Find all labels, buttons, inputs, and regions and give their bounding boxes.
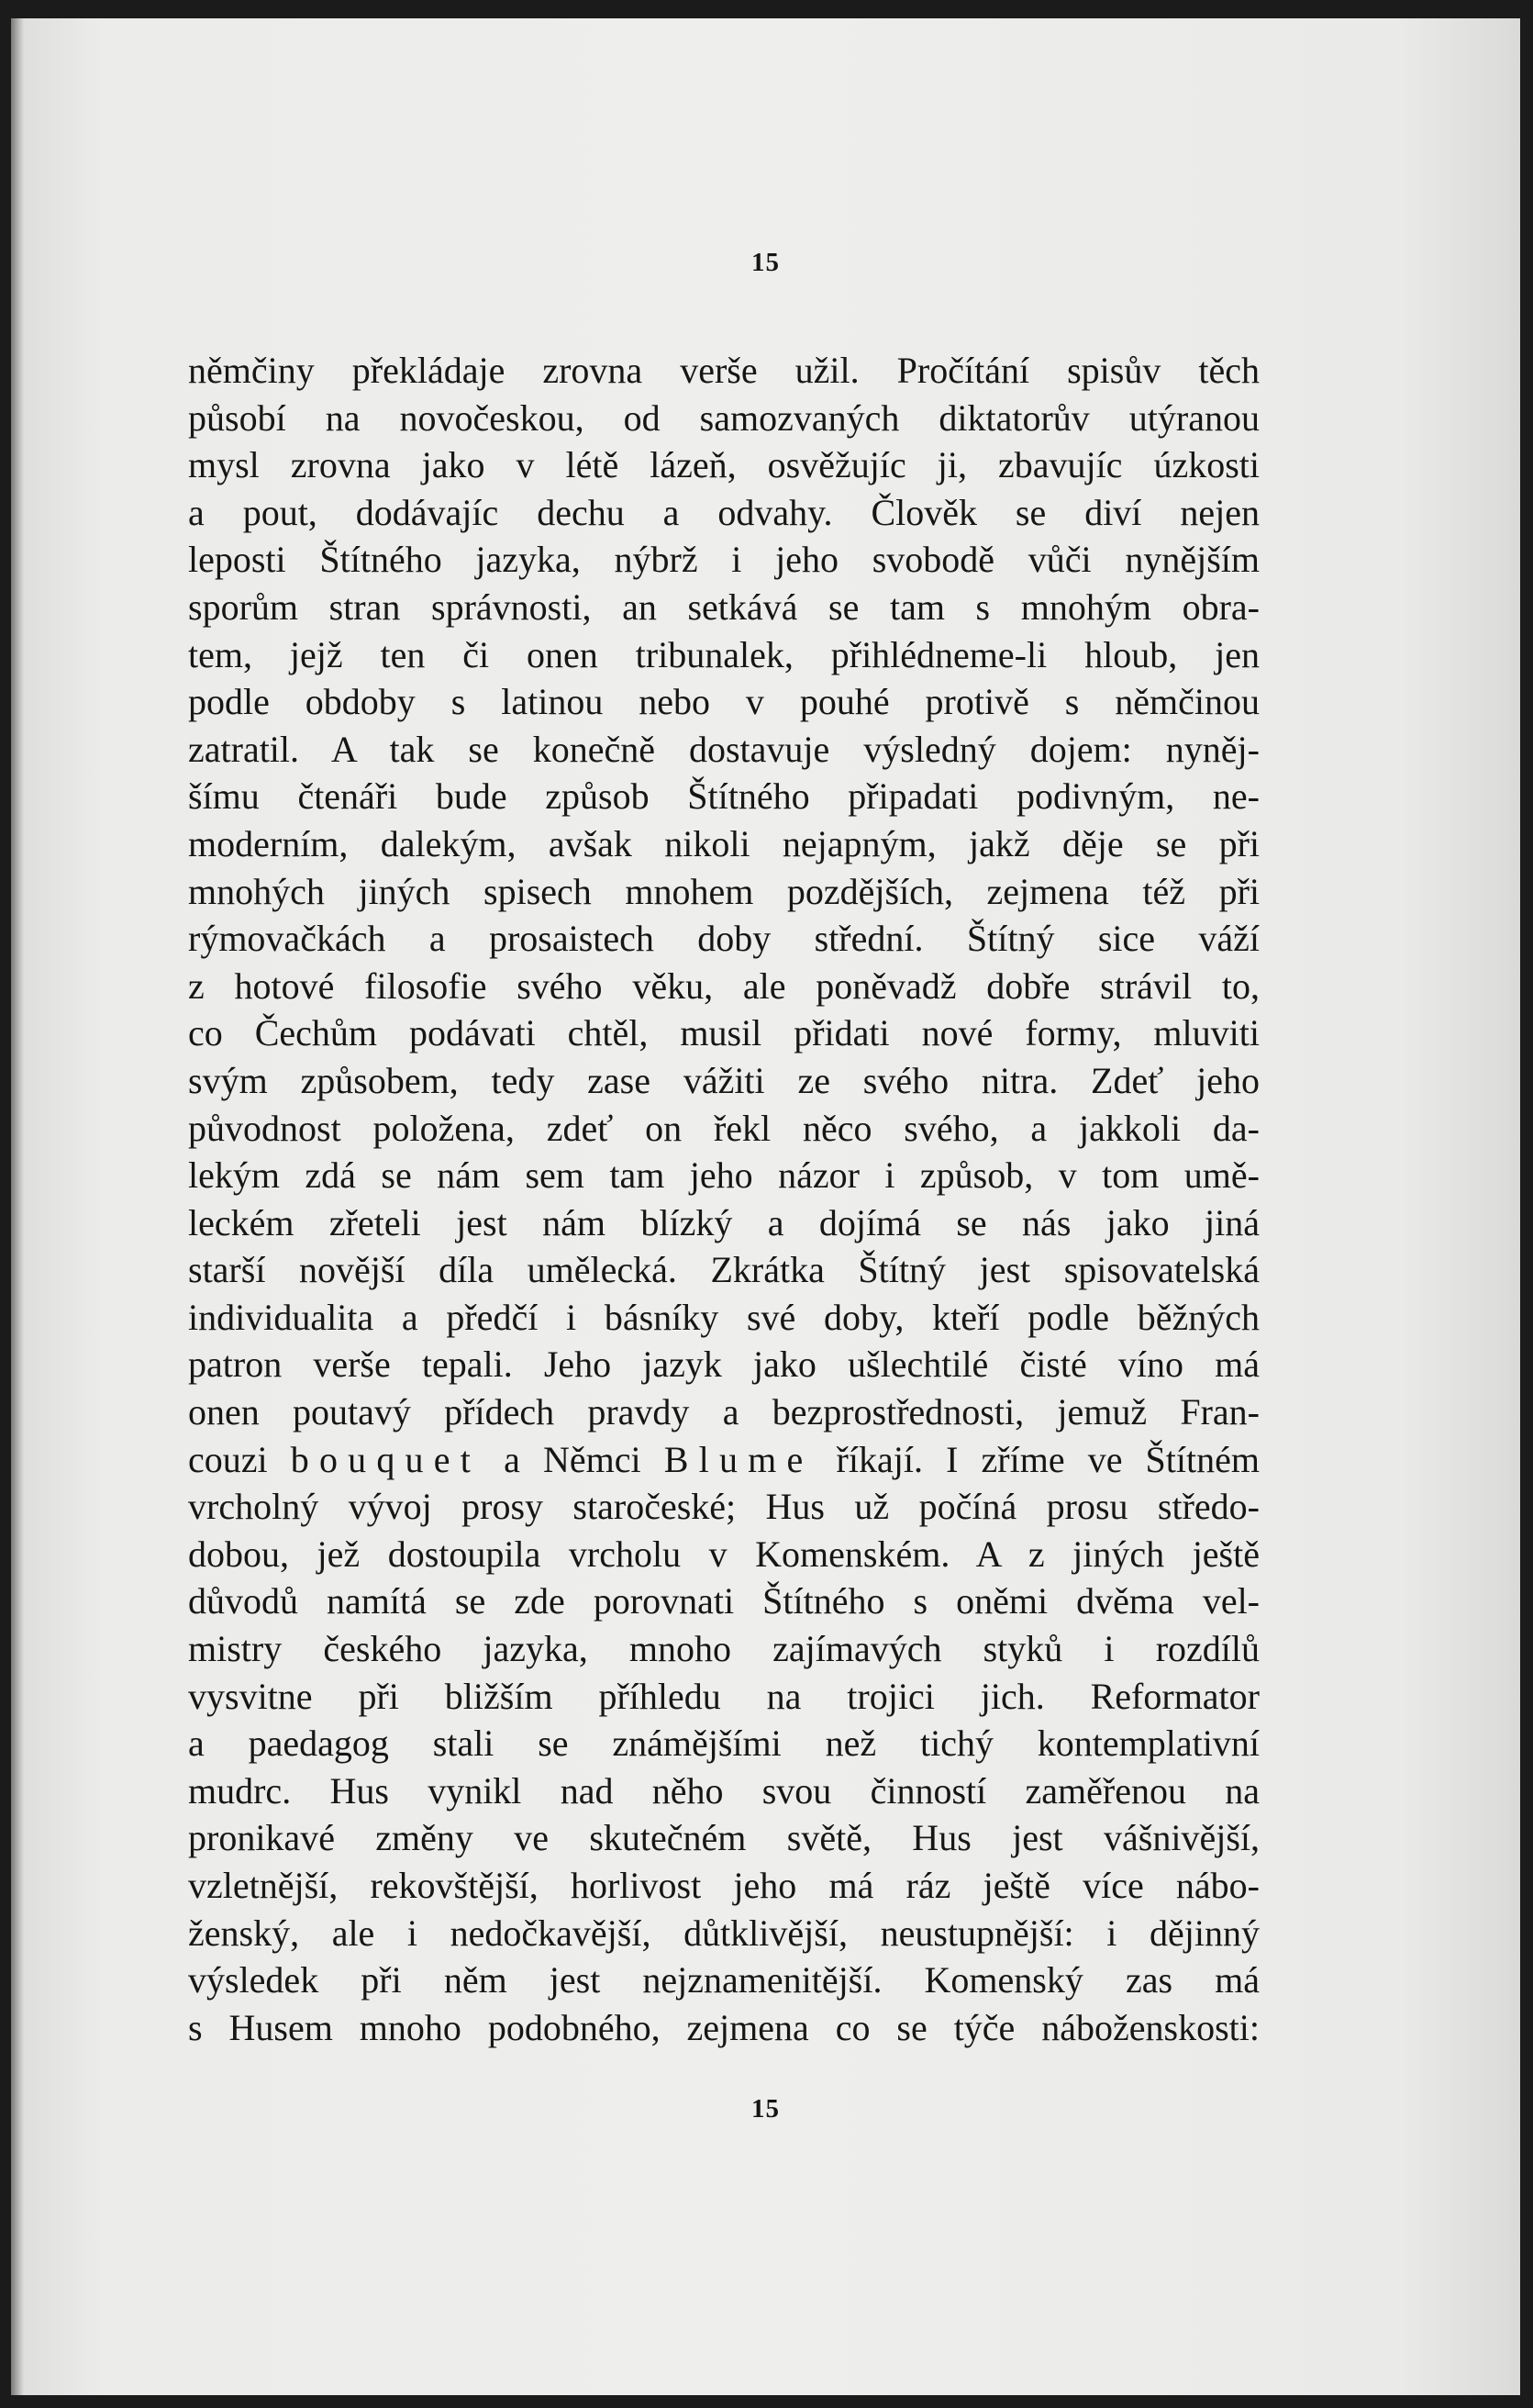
text-line: sporům stran správnosti, an setkává se tam s mnohým obra- <box>188 585 1260 628</box>
body-text <box>188 347 1260 2051</box>
book-page <box>11 18 1520 2395</box>
text-line: leposti Štítného jazyka, nýbrž i jeho svobodě vůči nynějším <box>188 539 1260 581</box>
line-segment: couzi <box>188 1438 291 1480</box>
line-segment: říkají. I zříme ve Štítném <box>813 1438 1260 1480</box>
text-line: mudrc. Hus vynikl nad něho svou činností zaměřenou na <box>188 1769 1260 1812</box>
text-line: svým způsobem, tedy zase vážiti ze svého nitra. Zdeť jeho <box>188 1059 1260 1101</box>
text-line: podle obdoby s latinou nebo v pouhé protivě s němčinou <box>188 681 1260 723</box>
text-line: vrcholný vývoj prosy staročeské; Hus už počíná prosu středo- <box>188 1486 1260 1528</box>
text-line: starší novější díla umělecká. Zkrátka Štítný jest spisovatelská <box>188 1249 1260 1291</box>
text-line: němčiny překládaje zrovna verše užil. Pročítání spisův těch <box>188 350 1260 391</box>
text-line: šímu čtenáři bude způsob Štítného připadati podivným, ne- <box>188 775 1260 818</box>
spaced-word-blume: Blume <box>663 1438 814 1480</box>
text-line: důvodů namítá se zde porovnati Štítného s oněmi dvěma vel- <box>188 1580 1260 1622</box>
text-line: původnost položena, zdeť on řekl něco svého, a jakkoli da- <box>188 1107 1260 1149</box>
text-line: rýmovačkách a prosaistech doby střední. Štítný sice váží <box>188 918 1260 960</box>
text-line: mnohých jiných spisech mnohem pozdějších, zejmena též při <box>188 870 1260 912</box>
text-line: co Čechům podávati chtěl, musil přidati nové formy, mluviti <box>188 1012 1260 1054</box>
text-line: vysvitne při bližším příhledu na trojici jich. Reformator <box>188 1675 1260 1717</box>
text-line: vzletnější, rekovštější, horlivost jeho má ráz ještě více nábo- <box>188 1865 1260 1906</box>
text-line: mysl zrovna jako v létě lázeň, osvěžujíc ji, zbavujíc úzkosti <box>188 444 1260 486</box>
text-line: pronikavé změny ve skutečném světě, Hus jest vášnivější, <box>188 1817 1260 1859</box>
spaced-word-bouquet: bouquet <box>290 1438 482 1480</box>
text-line: onen poutavý přídech pravdy a bezprostřednosti, jemuž Fran- <box>188 1391 1260 1433</box>
text-line: výsledek při něm jest nejznamenitější. Komenský zas má <box>188 1959 1260 2001</box>
text-line: působí na novočeskou, od samozvaných diktatorův utýranou <box>188 396 1260 439</box>
text-line-spaced-words <box>188 1436 1260 1484</box>
text-line: individualita a předčí i básníky své doby, kteří podle běžných <box>188 1296 1260 1338</box>
text-line: zatratil. A tak se konečně dostavuje výsledný dojem: nyněj- <box>188 728 1260 770</box>
text-line: s Husem mnoho podobného, zejmena co se týče náboženskosti: <box>188 2006 1260 2048</box>
text-line: lekým zdá se nám sem tam jeho názor i způsob, v tom umě- <box>188 1154 1260 1197</box>
text-line: patron verše tepali. Jeho jazyk jako ušlechtilé čisté víno má <box>188 1343 1260 1386</box>
page-number-bottom: 15 <box>751 2094 780 2124</box>
text-line: z hotové filosofie svého věku, ale poněvadž dobře strávil to, <box>188 964 1260 1007</box>
text-line: a paedagog stali se známějšími než tichý kontemplativní <box>188 1722 1260 1765</box>
text-line: tem, jejž ten či onen tribunalek, přihlédneme-li hloub, jen <box>188 633 1260 675</box>
page-number-top: 15 <box>751 248 780 277</box>
text-line: a pout, dodávajíc dechu a odvahy. Člověk se diví nejen <box>188 491 1260 533</box>
text-line: mistry českého jazyka, mnoho zajímavých styků i rozdílů <box>188 1628 1260 1670</box>
text-line: leckém zřeteli jest nám blízký a dojímá se nás jako jiná <box>188 1201 1260 1243</box>
text-line: dobou, jež dostoupila vrcholu v Komenském. A z jiných ještě <box>188 1533 1260 1575</box>
text-line: moderním, dalekým, avšak nikoli nejapným, jakž děje se při <box>188 822 1260 864</box>
page-spine-shadow <box>11 18 24 2395</box>
text-line: ženský, ale i nedočkavější, důtklivější, neustupnější: i dějinný <box>188 1912 1260 1954</box>
line-segment: a Němci <box>481 1438 664 1480</box>
